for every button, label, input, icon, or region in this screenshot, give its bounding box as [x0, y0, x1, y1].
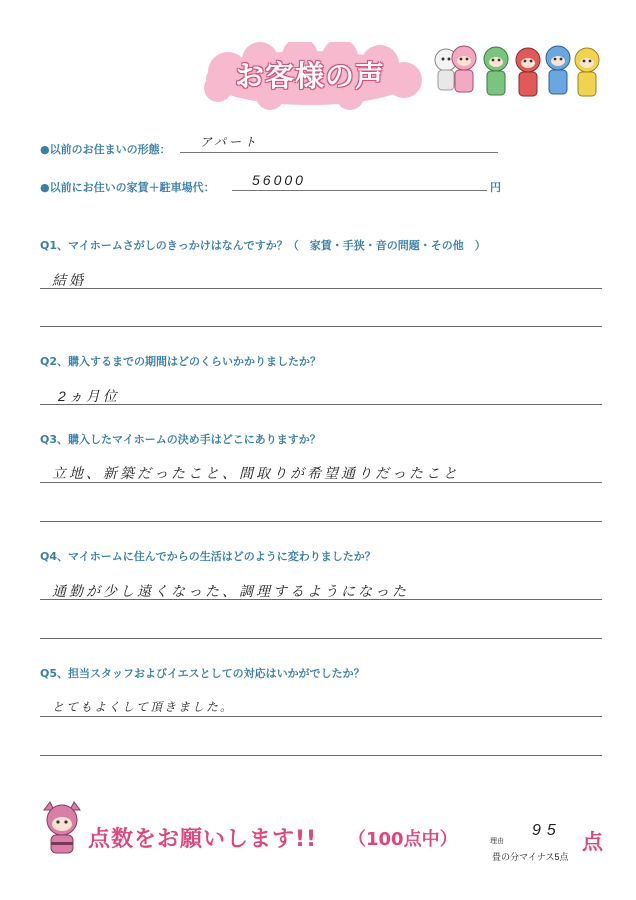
- previous-home-label: ●以前のお住まいの形態：: [40, 143, 171, 156]
- answer-5-line-2: [40, 755, 602, 756]
- answer-2: 2ヵ月位: [58, 388, 120, 404]
- mascot-blue-icon: [546, 46, 570, 94]
- answer-4: 通勤が少し遠くなった、調理するようになった: [52, 583, 409, 599]
- question-2: Q2、購入するまでの期間はどのくらいかかりましたか？: [40, 355, 322, 368]
- answer-1: 結婚: [52, 272, 86, 288]
- score-value: 95: [532, 822, 562, 839]
- previous-home-value: アパート: [200, 135, 260, 149]
- score-note-prefix: 理由: [490, 838, 504, 845]
- rent-unit: 円: [490, 181, 501, 194]
- mascot-red-icon: [516, 48, 540, 96]
- score-note: 畳の分マイナス5点: [492, 852, 569, 862]
- answer-3-line: [40, 482, 602, 483]
- answer-1-line-2: [40, 326, 602, 327]
- question-1: Q1、マイホームさがしのきっかけはなんですか？（ 家賃・手狭・音の問題・その他 ）: [40, 239, 486, 252]
- question-5: Q5、担当スタッフおよびイエスとしての対応はいかがでしたか？: [40, 667, 365, 680]
- answer-4-line-2: [40, 638, 602, 639]
- mascot-pink-bottom-icon: [40, 800, 84, 858]
- answer-5: とてもよくして頂きました。: [52, 700, 235, 714]
- answer-3-line-2: [40, 521, 602, 522]
- rent-value: 56000: [252, 172, 306, 188]
- mascot-characters-illustration: [432, 40, 602, 106]
- question-3: Q3、購入したマイホームの決め手はどこにありますか？: [40, 433, 321, 446]
- score-prompt: 点数をお願いします!!: [88, 827, 318, 852]
- rent-underline: [232, 190, 487, 191]
- answer-5-line: [40, 716, 602, 717]
- score-range: （100点中）: [348, 829, 458, 850]
- score-unit: 点: [582, 830, 603, 854]
- answer-4-line: [40, 599, 602, 600]
- answer-3: 立地、新築だったこと、間取りが希望通りだったこと: [52, 465, 460, 481]
- question-4: Q4、マイホームに住んでからの生活はどのように変わりましたか？: [40, 550, 376, 563]
- mascot-pink-icon: [452, 46, 476, 92]
- mascot-green-icon: [484, 47, 508, 95]
- answer-1-line: [40, 288, 602, 289]
- mascot-yellow-icon: [575, 48, 599, 96]
- page-title: お客様の声: [234, 58, 385, 93]
- rent-label: ●以前にお住いの家賃＋駐車場代：: [40, 181, 215, 194]
- previous-home-underline: [180, 152, 498, 153]
- answer-2-line: [40, 404, 602, 405]
